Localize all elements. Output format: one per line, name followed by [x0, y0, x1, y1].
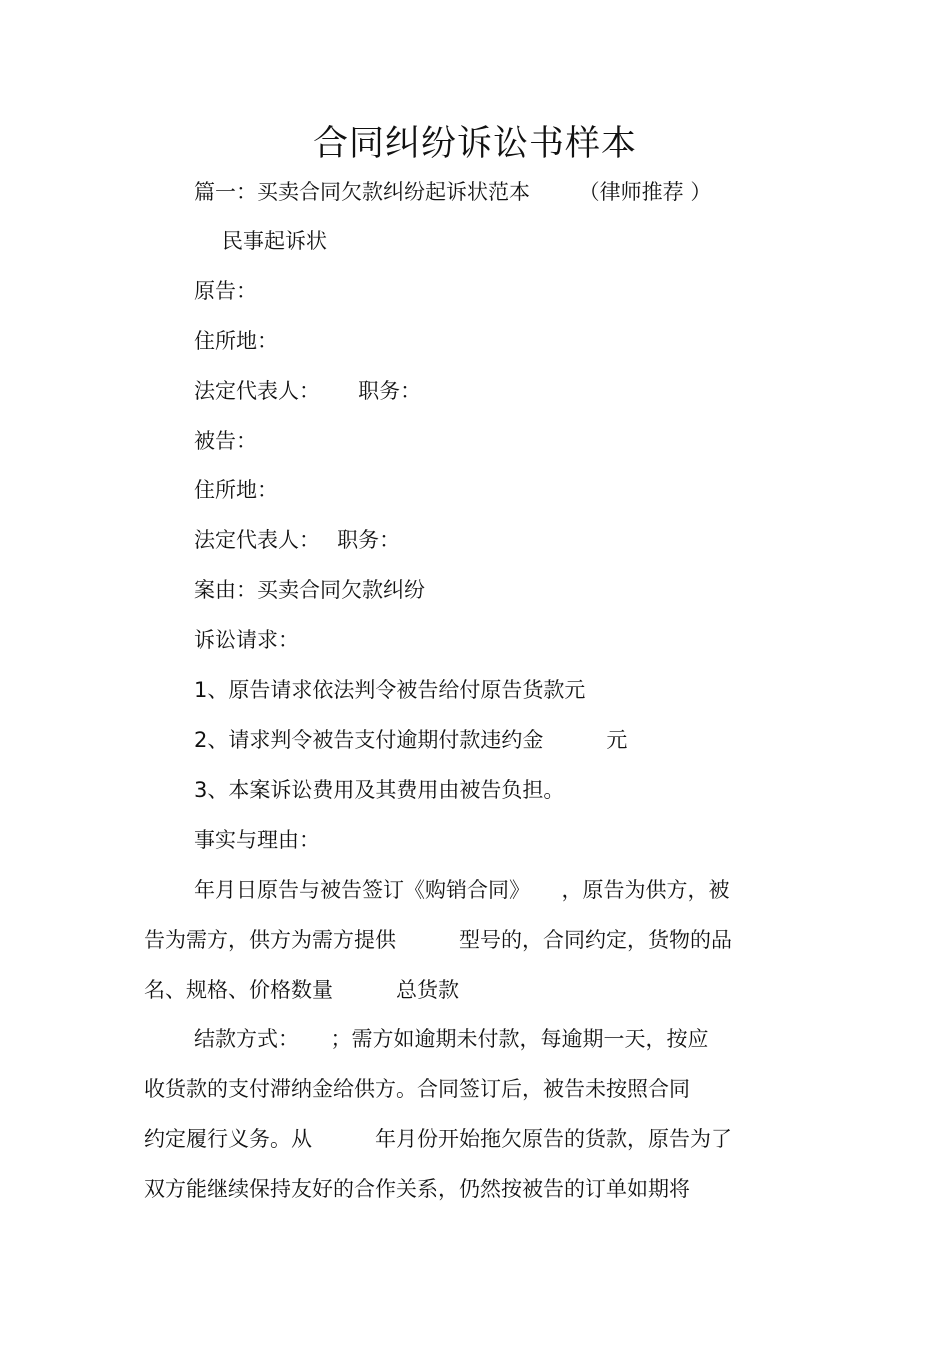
facts-paragraph-line: 收货款的支付滞纳金给供方。合同签订后，被告未按照合同: [144, 1077, 690, 1101]
defendant-label: 被告：: [194, 429, 257, 453]
facts-paragraph-line: 约定履行义务。从 年月份开始拖欠原告的货款，原告为了: [144, 1127, 732, 1151]
plaintiff-representative-label: 法定代表人： 职务：: [194, 379, 422, 403]
facts-paragraph-line: 告为需方，供方为需方提供 型号的，合同约定，货物的品: [144, 928, 732, 952]
claim-item: 3、本案诉讼费用及其费用由被告负担。: [194, 778, 565, 802]
defendant-representative-label: 法定代表人： 职务：: [194, 528, 401, 552]
claim-item: 1、原告请求依法判令被告给付原告货款元: [194, 678, 586, 702]
facts-paragraph-line: 结款方式： ；需方如逾期未付款，每逾期一天，按应: [194, 1027, 709, 1051]
plaintiff-address-label: 住所地：: [194, 329, 278, 353]
facts-paragraph-line: 年月日原告与被告签订《购销合同》 ，原告为供方，被: [194, 878, 730, 902]
document-subtitle: 篇一：买卖合同欠款纠纷起诉状范本 （律师推荐 ）: [194, 180, 712, 204]
facts-paragraph-line: 名、规格、价格数量 总货款: [144, 978, 459, 1002]
facts-paragraph-line: 双方能继续保持友好的合作关系，仍然按被告的订单如期将: [144, 1177, 690, 1201]
case-cause: 案由：买卖合同欠款纠纷: [194, 578, 425, 602]
defendant-address-label: 住所地：: [194, 478, 278, 502]
plaintiff-label: 原告：: [194, 279, 257, 303]
claims-heading: 诉讼请求：: [194, 628, 299, 652]
complaint-heading: 民事起诉状: [222, 229, 327, 253]
claim-item: 2、请求判令被告支付逾期付款违约金 元: [194, 728, 628, 752]
facts-heading: 事实与理由：: [194, 828, 320, 852]
document-title: 合同纠纷诉讼书样本: [312, 124, 637, 164]
